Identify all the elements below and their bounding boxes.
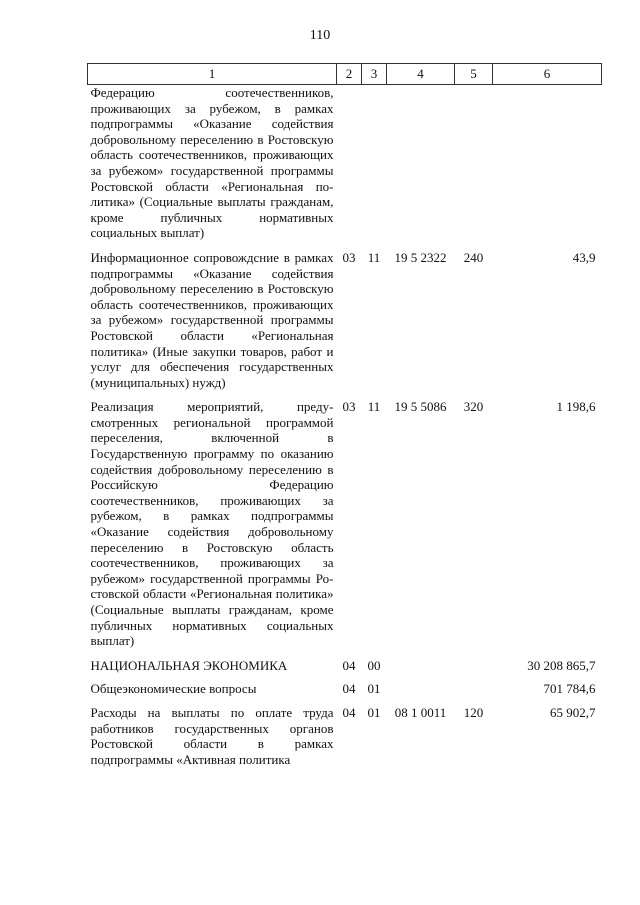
row-subsection: 01 <box>367 704 381 720</box>
header-col-6: 6 <box>493 64 602 85</box>
table-row <box>88 649 602 674</box>
row-description: Федерацию соотечественников, проживающих за рубежом, в рамках подпрограммы «Оказание содействия добровольному переселению в Ростовскую область соотечественников, проживающих за рубежом» государственной программы Ростовской области «Региональная политика» (Социальные выплаты гражданам, кроме публичных нормативных социальных выплат) <box>90 85 334 241</box>
row-description: НАЦИОНАЛЬНАЯ ЭКОНОМИКА <box>90 657 288 673</box>
row-subsection: 11 <box>367 249 381 265</box>
row-expense-type: 120 <box>463 704 484 720</box>
row-section: 04 <box>342 681 356 697</box>
row-amount: 701 784,6 <box>543 681 596 697</box>
row-description: Расходы на выплаты по оплате труда работников государственных органов Ростовской области в рамках подпрограммы «Активная политика <box>90 704 334 767</box>
row-section <box>337 85 362 241</box>
table-row <box>88 697 602 767</box>
row-expense-type <box>455 673 493 697</box>
row-subsection: 11 <box>367 399 381 415</box>
header-col-4: 4 <box>387 64 455 85</box>
row-expense-type <box>455 85 493 241</box>
page-number: 110 <box>309 28 331 43</box>
table-body <box>88 85 602 768</box>
row-description: Реализация мероприятий, предусмотренных региональной программой переселения, включенной в Государственную программу по оказанию содействия добровольному переселению в Российскую Федерацию соотечественников, проживающих за рубежом, в рамках подпрограммы «Оказание содействия добровольному переселению в Ростовскую область соотечественников, проживающих за рубежом» государственной программы Ростовской области «Региональная политика» (Социальные выплаты гражданам, кроме публичных нормативных социальных выплат) <box>90 399 334 649</box>
table-row <box>88 390 602 649</box>
row-section: 04 <box>342 704 356 720</box>
row-expense-type: 320 <box>463 399 484 415</box>
table-row <box>88 673 602 697</box>
row-target-article: 19 5 5086 <box>394 399 447 415</box>
row-expense-type <box>455 649 493 674</box>
budget-table <box>87 63 602 767</box>
header-col-5: 5 <box>455 64 493 85</box>
row-amount <box>493 85 602 241</box>
header-col-2: 2 <box>337 64 362 85</box>
row-section: 04 <box>342 657 356 673</box>
row-target-article: 08 1 0011 <box>394 704 447 720</box>
row-amount: 30 208 865,7 <box>527 657 596 673</box>
row-amount: 1 198,6 <box>556 399 596 415</box>
table-row <box>88 85 602 241</box>
row-amount: 43,9 <box>572 249 596 265</box>
row-description: Информационное сопровождсние в рамках подпрограммы «Оказание содействия добровольному переселению в Ростовскую область соотечественников, проживающих за рубежом» государственной программы Ростовской области «Региональная политика» (Иные закупки товаров, работ и услуг для обеспечения государственных (муниципальных) нужд) <box>90 249 334 390</box>
header-col-1: 1 <box>88 64 337 85</box>
row-subsection: 00 <box>367 657 381 673</box>
row-section: 03 <box>342 249 356 265</box>
row-target-article <box>387 85 455 241</box>
row-amount: 65 902,7 <box>550 704 596 720</box>
row-target-article <box>387 649 455 674</box>
row-subsection <box>362 85 387 241</box>
row-subsection: 01 <box>367 681 381 697</box>
row-target-article <box>387 673 455 697</box>
header-col-3: 3 <box>362 64 387 85</box>
row-description: Общеэкономические вопросы <box>90 681 257 697</box>
table-row <box>88 241 602 390</box>
header-row <box>88 64 602 85</box>
row-target-article: 19 5 2322 <box>394 249 447 265</box>
row-expense-type: 240 <box>463 249 484 265</box>
table-header <box>88 64 602 85</box>
row-section: 03 <box>342 399 356 415</box>
